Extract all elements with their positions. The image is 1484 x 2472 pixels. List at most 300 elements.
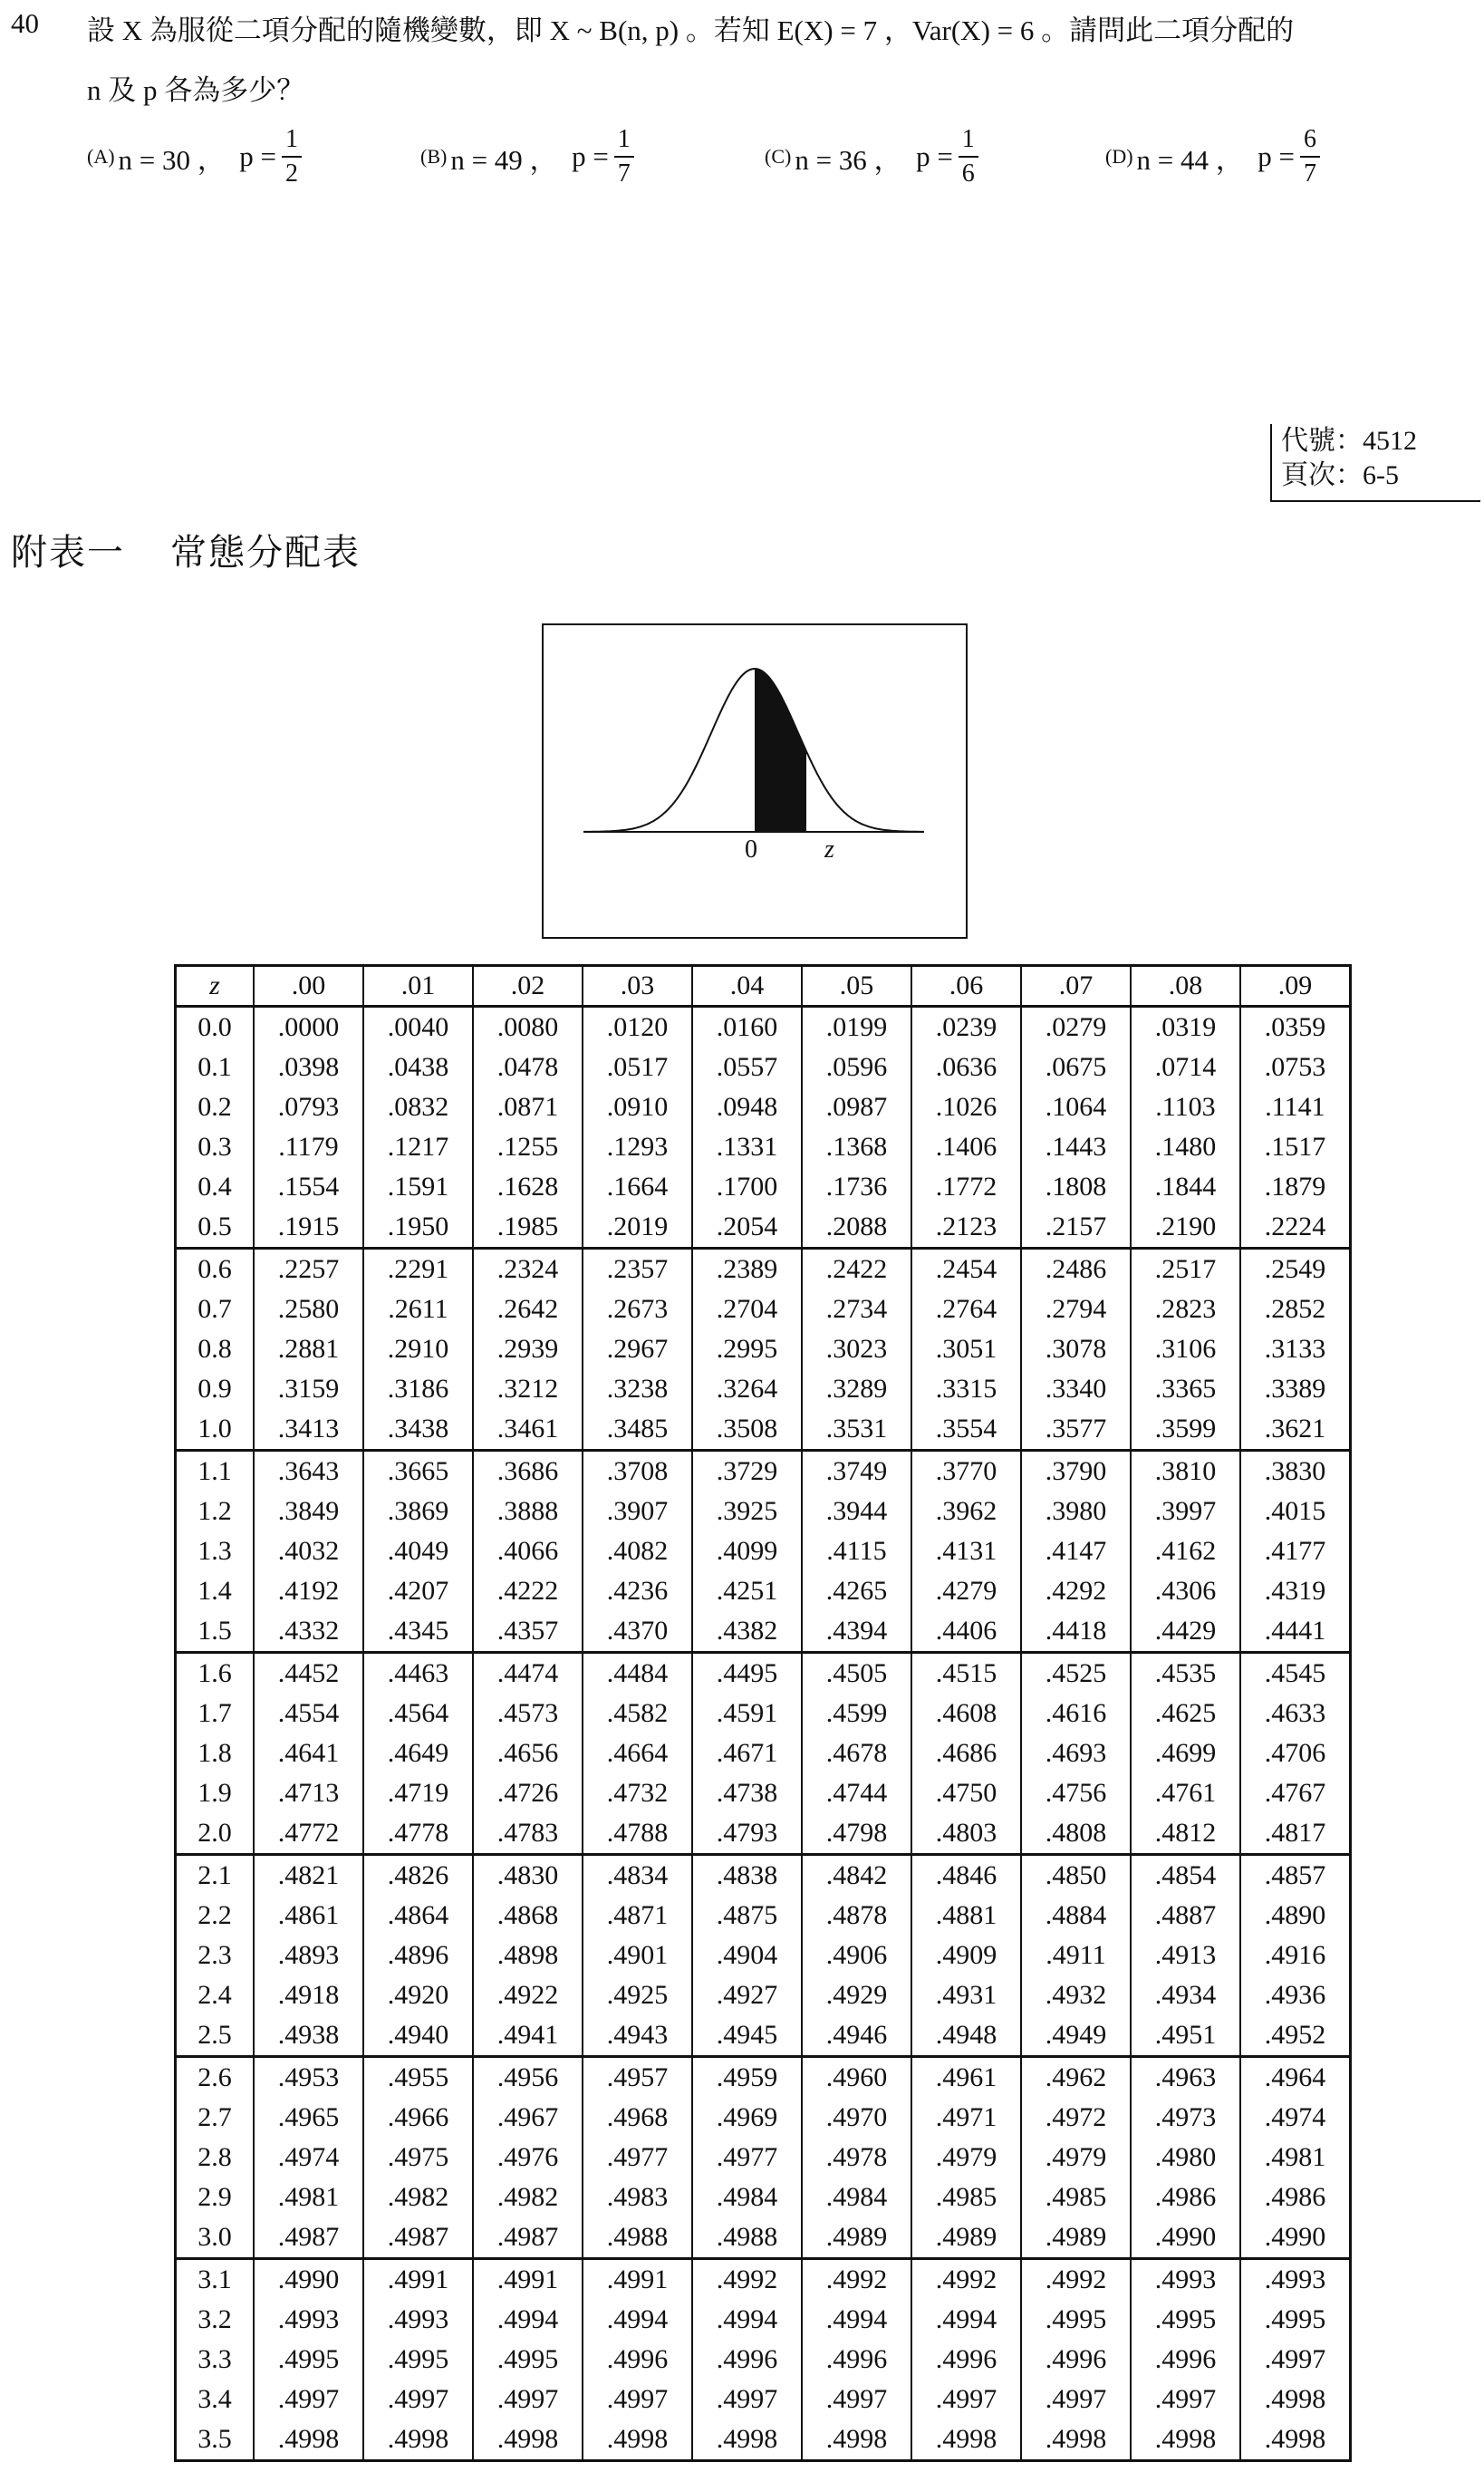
prob-cell: .4995 [254,2340,363,2380]
table-row [176,2098,1351,2138]
table-row [176,2419,1351,2461]
prob-cell: .3289 [802,1369,911,1409]
prob-cell: .4783 [473,1813,583,1855]
z-value-cell: 1.9 [176,1773,255,1813]
prob-cell: .4998 [911,2419,1021,2461]
prob-cell: .4875 [692,1896,802,1936]
prob-cell: .2257 [254,1249,363,1290]
prob-cell: .3554 [911,1409,1021,1451]
z-value-cell: 1.6 [176,1653,255,1695]
z-value-cell: 1.7 [176,1694,255,1733]
prob-cell: .4418 [1021,1611,1131,1653]
prob-cell: .4761 [1131,1773,1240,1813]
prob-cell: .2852 [1240,1289,1351,1329]
prob-cell: .3531 [802,1409,911,1451]
prob-cell: .4998 [363,2419,473,2461]
prob-cell: .4573 [473,1694,583,1733]
prob-cell: .4974 [254,2138,363,2177]
prob-cell: .4332 [254,1611,363,1653]
prob-cell: .1331 [692,1127,802,1167]
prob-cell: .4147 [1021,1531,1131,1571]
prob-cell: .4965 [254,2098,363,2138]
fraction-denominator: 7 [617,159,631,188]
prob-cell: .4564 [363,1694,473,1733]
prob-cell: .4838 [692,1855,802,1897]
prob-cell: .4998 [1021,2419,1131,2461]
prob-cell: .2054 [692,1207,802,1249]
header-col: .07 [1021,966,1131,1007]
prob-cell: .4236 [583,1571,692,1611]
prob-cell: .4952 [1240,2015,1351,2057]
prob-cell: .4987 [254,2217,363,2259]
page-number: 頁次：6-5 [1281,460,1399,490]
table-title-part2: 常態分配表 [170,532,361,573]
prob-cell: .2486 [1021,1249,1131,1290]
table-row [176,2057,1351,2099]
prob-cell: .1554 [254,1167,363,1207]
prob-cell: .4898 [473,1936,583,1975]
exam-code: 代號：4512 [1281,426,1417,456]
prob-cell: .4251 [692,1571,802,1611]
table-body [176,1007,1351,2461]
prob-cell: .2517 [1131,1249,1240,1290]
table-header-row [176,966,1351,1007]
prob-cell: .4993 [363,2300,473,2340]
table-row [176,1249,1351,1290]
z-value-cell: 3.4 [176,2380,255,2419]
prob-cell: .4946 [802,2015,911,2057]
prob-cell: .4982 [363,2177,473,2217]
prob-cell: .4778 [363,1813,473,1855]
prob-cell: .4887 [1131,1896,1240,1936]
prob-cell: .4834 [583,1855,692,1897]
z-value-cell: 2.6 [176,2057,255,2099]
z-value-cell: 3.5 [176,2419,255,2461]
prob-cell: .2324 [473,1249,583,1290]
option-p: p = [916,140,953,172]
prob-cell: .4793 [692,1813,802,1855]
prob-cell: .1664 [583,1167,692,1207]
normal-curve-svg [544,625,966,937]
prob-cell: .4649 [363,1733,473,1773]
question-number: 40 [11,7,39,39]
table-row [176,2340,1351,2380]
prob-cell: .0120 [583,1007,692,1048]
table-row [176,1611,1351,1653]
prob-cell: .3051 [911,1329,1021,1369]
prob-cell: .4693 [1021,1733,1131,1773]
prob-cell: .4962 [1021,2057,1131,2099]
prob-cell: .4222 [473,1571,583,1611]
prob-cell: .4953 [254,2057,363,2099]
prob-cell: .0398 [254,1048,363,1087]
prob-cell: .3944 [802,1492,911,1531]
prob-cell: .4901 [583,1936,692,1975]
prob-cell: .0000 [254,1007,363,1048]
prob-cell: .1368 [802,1127,911,1167]
prob-cell: .4656 [473,1733,583,1773]
prob-cell: .4671 [692,1733,802,1773]
prob-cell: .4994 [911,2300,1021,2340]
header-col: .05 [802,966,911,1007]
prob-cell: .2910 [363,1329,473,1369]
prob-cell: .4960 [802,2057,911,2099]
option-fraction [1300,127,1320,187]
prob-cell: .4980 [1131,2138,1240,2177]
table-row [176,1409,1351,1451]
table-row [176,1653,1351,1695]
prob-cell: .1808 [1021,1167,1131,1207]
option-p: p = [1258,140,1296,172]
table-row [176,2259,1351,2301]
option-b[interactable] [420,127,634,187]
prob-cell: .4474 [473,1653,583,1695]
prob-cell: .4345 [363,1611,473,1653]
z-value-cell: 1.1 [176,1451,255,1492]
prob-cell: .3849 [254,1492,363,1531]
z-value-cell: 2.1 [176,1855,255,1897]
prob-cell: .4971 [911,2098,1021,2138]
prob-cell: .4854 [1131,1855,1240,1897]
table-row [176,2380,1351,2419]
prob-cell: .2611 [363,1289,473,1329]
prob-cell: .3023 [802,1329,911,1369]
option-label: (C) [765,145,792,168]
prob-cell: .4995 [1131,2300,1240,2340]
option-c[interactable] [765,127,978,187]
prob-cell: .4864 [363,1896,473,1936]
prob-cell: .4990 [1240,2217,1351,2259]
prob-cell: .4997 [1131,2380,1240,2419]
prob-cell: .4633 [1240,1694,1351,1733]
prob-cell: .4977 [692,2138,802,2177]
prob-cell: .1628 [473,1167,583,1207]
prob-cell: .0636 [911,1048,1021,1087]
prob-cell: .4989 [911,2217,1021,2259]
prob-cell: .4995 [1021,2300,1131,2340]
prob-cell: .4996 [1131,2340,1240,2380]
prob-cell: .4279 [911,1571,1021,1611]
prob-cell: .4929 [802,1975,911,2015]
prob-cell: .4985 [911,2177,1021,2217]
prob-cell: .4406 [911,1611,1021,1653]
prob-cell: .2995 [692,1329,802,1369]
prob-cell: .4826 [363,1855,473,1897]
prob-cell: .3830 [1240,1451,1351,1492]
prob-cell: .2157 [1021,1207,1131,1249]
prob-cell: .4881 [911,1896,1021,1936]
prob-cell: .4994 [692,2300,802,2340]
table-title [11,524,361,575]
prob-cell: .4713 [254,1773,363,1813]
prob-cell: .2580 [254,1289,363,1329]
prob-cell: .1915 [254,1207,363,1249]
prob-cell: .0517 [583,1048,692,1087]
normal-table [174,964,1352,2462]
prob-cell: .3133 [1240,1329,1351,1369]
prob-cell: .0910 [583,1087,692,1127]
prob-cell: .0239 [911,1007,1021,1048]
z-value-cell: 2.8 [176,2138,255,2177]
prob-cell: .4998 [254,2419,363,2461]
prob-cell: .4861 [254,1896,363,1936]
prob-cell: .2357 [583,1249,692,1290]
prob-cell: .0478 [473,1048,583,1087]
prob-cell: .1141 [1240,1087,1351,1127]
prob-cell: .4177 [1240,1531,1351,1571]
prob-cell: .4441 [1240,1611,1351,1653]
prob-cell: .4997 [583,2380,692,2419]
z-value-cell: 2.2 [176,1896,255,1936]
prob-cell: .4265 [802,1571,911,1611]
prob-cell: .0160 [692,1007,802,1048]
prob-cell: .4909 [911,1936,1021,1975]
prob-cell: .2123 [911,1207,1021,1249]
option-d[interactable] [1105,127,1320,187]
prob-cell: .3790 [1021,1451,1131,1492]
prob-cell: .4993 [254,2300,363,2340]
prob-cell: .1985 [473,1207,583,1249]
prob-cell: .4545 [1240,1653,1351,1695]
prob-cell: .4918 [254,1975,363,2015]
option-n: n = 36 ， [795,143,902,176]
prob-cell: .2019 [583,1207,692,1249]
prob-cell: .4997 [254,2380,363,2419]
header-col: .00 [254,966,363,1007]
prob-cell: .4925 [583,1975,692,2015]
prob-cell: .4970 [802,2098,911,2138]
prob-cell: .3106 [1131,1329,1240,1369]
prob-cell: .1591 [363,1167,473,1207]
header-col: .09 [1240,966,1351,1007]
prob-cell: .4987 [473,2217,583,2259]
prob-cell: .0279 [1021,1007,1131,1048]
header-col: .01 [363,966,473,1007]
prob-cell: .4981 [1240,2138,1351,2177]
prob-cell: .4977 [583,2138,692,2177]
prob-cell: .4803 [911,1813,1021,1855]
prob-cell: .4706 [1240,1733,1351,1773]
table-row [176,2217,1351,2259]
prob-cell: .0793 [254,1087,363,1127]
prob-cell: .4990 [1131,2217,1240,2259]
prob-cell: .4992 [911,2259,1021,2301]
prob-cell: .3461 [473,1409,583,1451]
prob-cell: .4896 [363,1936,473,1975]
zero-label: 0 [745,835,757,864]
prob-cell: .0557 [692,1048,802,1087]
prob-cell: .4998 [583,2419,692,2461]
prob-cell: .4993 [1240,2259,1351,2301]
prob-cell: .4991 [363,2259,473,2301]
prob-cell: .4641 [254,1733,363,1773]
prob-cell: .2823 [1131,1289,1240,1329]
z-value-cell: 0.1 [176,1048,255,1087]
prob-cell: .4975 [363,2138,473,2177]
exam-code-box [1270,424,1480,502]
prob-cell: .3888 [473,1492,583,1531]
prob-cell: .3078 [1021,1329,1131,1369]
prob-cell: .4992 [692,2259,802,2301]
table-row [176,1896,1351,1936]
prob-cell: .4993 [1131,2259,1240,2301]
prob-cell: .4973 [1131,2098,1240,2138]
prob-cell: .4998 [473,2419,583,2461]
prob-cell: .4927 [692,1975,802,2015]
z-value-cell: 0.4 [176,1167,255,1207]
table-row [176,1571,1351,1611]
fraction-numerator: 1 [614,127,634,158]
z-value-cell: 1.4 [176,1571,255,1611]
table-title-part1: 附表一 [11,532,125,573]
prob-cell: .1179 [254,1127,363,1167]
table-row [176,1207,1351,1249]
option-a[interactable] [87,127,302,187]
prob-cell: .4991 [473,2259,583,2301]
prob-cell: .4991 [583,2259,692,2301]
prob-cell: .4192 [254,1571,363,1611]
prob-cell: .2454 [911,1249,1021,1290]
prob-cell: .3925 [692,1492,802,1531]
prob-cell: .4868 [473,1896,583,1936]
table-row [176,1289,1351,1329]
prob-cell: .4938 [254,2015,363,2057]
table-row [176,1813,1351,1855]
prob-cell: .4936 [1240,1975,1351,2015]
prob-cell: .4788 [583,1813,692,1855]
prob-cell: .2642 [473,1289,583,1329]
prob-cell: .4966 [363,2098,473,2138]
prob-cell: .4699 [1131,1733,1240,1773]
prob-cell: .4846 [911,1855,1021,1897]
prob-cell: .4357 [473,1611,583,1653]
prob-cell: .4996 [1021,2340,1131,2380]
z-value-cell: 3.1 [176,2259,255,2301]
fraction-denominator: 7 [1304,159,1317,188]
prob-cell: .4997 [692,2380,802,2419]
z-value-cell: 3.3 [176,2340,255,2380]
prob-cell: .4744 [802,1773,911,1813]
prob-cell: .4976 [473,2138,583,2177]
option-label: (D) [1105,145,1133,168]
prob-cell: .4131 [911,1531,1021,1571]
prob-cell: .4554 [254,1694,363,1733]
prob-cell: .4625 [1131,1694,1240,1733]
prob-cell: .2881 [254,1329,363,1369]
option-label: (B) [420,145,448,168]
prob-cell: .4949 [1021,2015,1131,2057]
prob-cell: .3643 [254,1451,363,1492]
prob-cell: .4963 [1131,2057,1240,2099]
prob-cell: .0080 [473,1007,583,1048]
prob-cell: .0753 [1240,1048,1351,1087]
prob-cell: .0987 [802,1087,911,1127]
prob-cell: .4986 [1240,2177,1351,2217]
table-row [176,1975,1351,2015]
prob-cell: .3810 [1131,1451,1240,1492]
prob-cell: .4394 [802,1611,911,1653]
prob-cell: .4686 [911,1733,1021,1773]
table-row [176,2177,1351,2217]
prob-cell: .4871 [583,1896,692,1936]
z-value-cell: 1.2 [176,1492,255,1531]
normal-curve-figure [542,623,968,939]
prob-cell: .4961 [911,2057,1021,2099]
prob-cell: .2190 [1131,1207,1240,1249]
fraction-denominator: 6 [961,159,975,188]
prob-cell: .3264 [692,1369,802,1409]
prob-cell: .4719 [363,1773,473,1813]
z-value-cell: 2.4 [176,1975,255,2015]
prob-cell: .2224 [1240,1207,1351,1249]
prob-cell: .4032 [254,1531,363,1571]
prob-cell: .0832 [363,1087,473,1127]
prob-cell: .0199 [802,1007,911,1048]
prob-cell: .4981 [254,2177,363,2217]
prob-cell: .4998 [692,2419,802,2461]
prob-cell: .3365 [1131,1369,1240,1409]
prob-cell: .4922 [473,1975,583,2015]
prob-cell: .4979 [911,2138,1021,2177]
prob-cell: .2939 [473,1329,583,1369]
prob-cell: .4994 [583,2300,692,2340]
prob-cell: .0040 [363,1007,473,1048]
z-value-cell: 0.0 [176,1007,255,1048]
fraction-numerator: 1 [959,127,978,158]
prob-cell: .0948 [692,1087,802,1127]
prob-cell: .4452 [254,1653,363,1695]
prob-cell: .4066 [473,1531,583,1571]
z-value-cell: 3.0 [176,2217,255,2259]
prob-cell: .3159 [254,1369,363,1409]
prob-cell: .4821 [254,1855,363,1897]
prob-cell: .4997 [473,2380,583,2419]
prob-cell: .3980 [1021,1492,1131,1531]
bell-curve [583,669,924,832]
prob-cell: .4948 [911,2015,1021,2057]
fraction-numerator: 6 [1300,127,1320,158]
prob-cell: .2764 [911,1289,1021,1329]
prob-cell: .4932 [1021,1975,1131,2015]
prob-cell: .1064 [1021,1087,1131,1127]
table-row [176,1087,1351,1127]
prob-cell: .3485 [583,1409,692,1451]
prob-cell: .4535 [1131,1653,1240,1695]
prob-cell: .4931 [911,1975,1021,2015]
prob-cell: .4998 [1240,2419,1351,2461]
prob-cell: .1406 [911,1127,1021,1167]
prob-cell: .0596 [802,1048,911,1087]
z-value-cell: 2.3 [176,1936,255,1975]
prob-cell: .2673 [583,1289,692,1329]
prob-cell: .4525 [1021,1653,1131,1695]
z-value-cell: 0.2 [176,1087,255,1127]
prob-cell: .4997 [911,2380,1021,2419]
prob-cell: .4767 [1240,1773,1351,1813]
prob-cell: .4878 [802,1896,911,1936]
option-n: n = 30 ， [118,143,226,176]
prob-cell: .4732 [583,1773,692,1813]
z-value-cell: 3.2 [176,2300,255,2340]
z-value-cell: 2.0 [176,1813,255,1855]
z-value-cell: 1.0 [176,1409,255,1451]
prob-cell: .4911 [1021,1936,1131,1975]
prob-cell: .1736 [802,1167,911,1207]
table-row [176,2138,1351,2177]
prob-cell: .4890 [1240,1896,1351,1936]
prob-cell: .4582 [583,1694,692,1733]
prob-cell: .3212 [473,1369,583,1409]
